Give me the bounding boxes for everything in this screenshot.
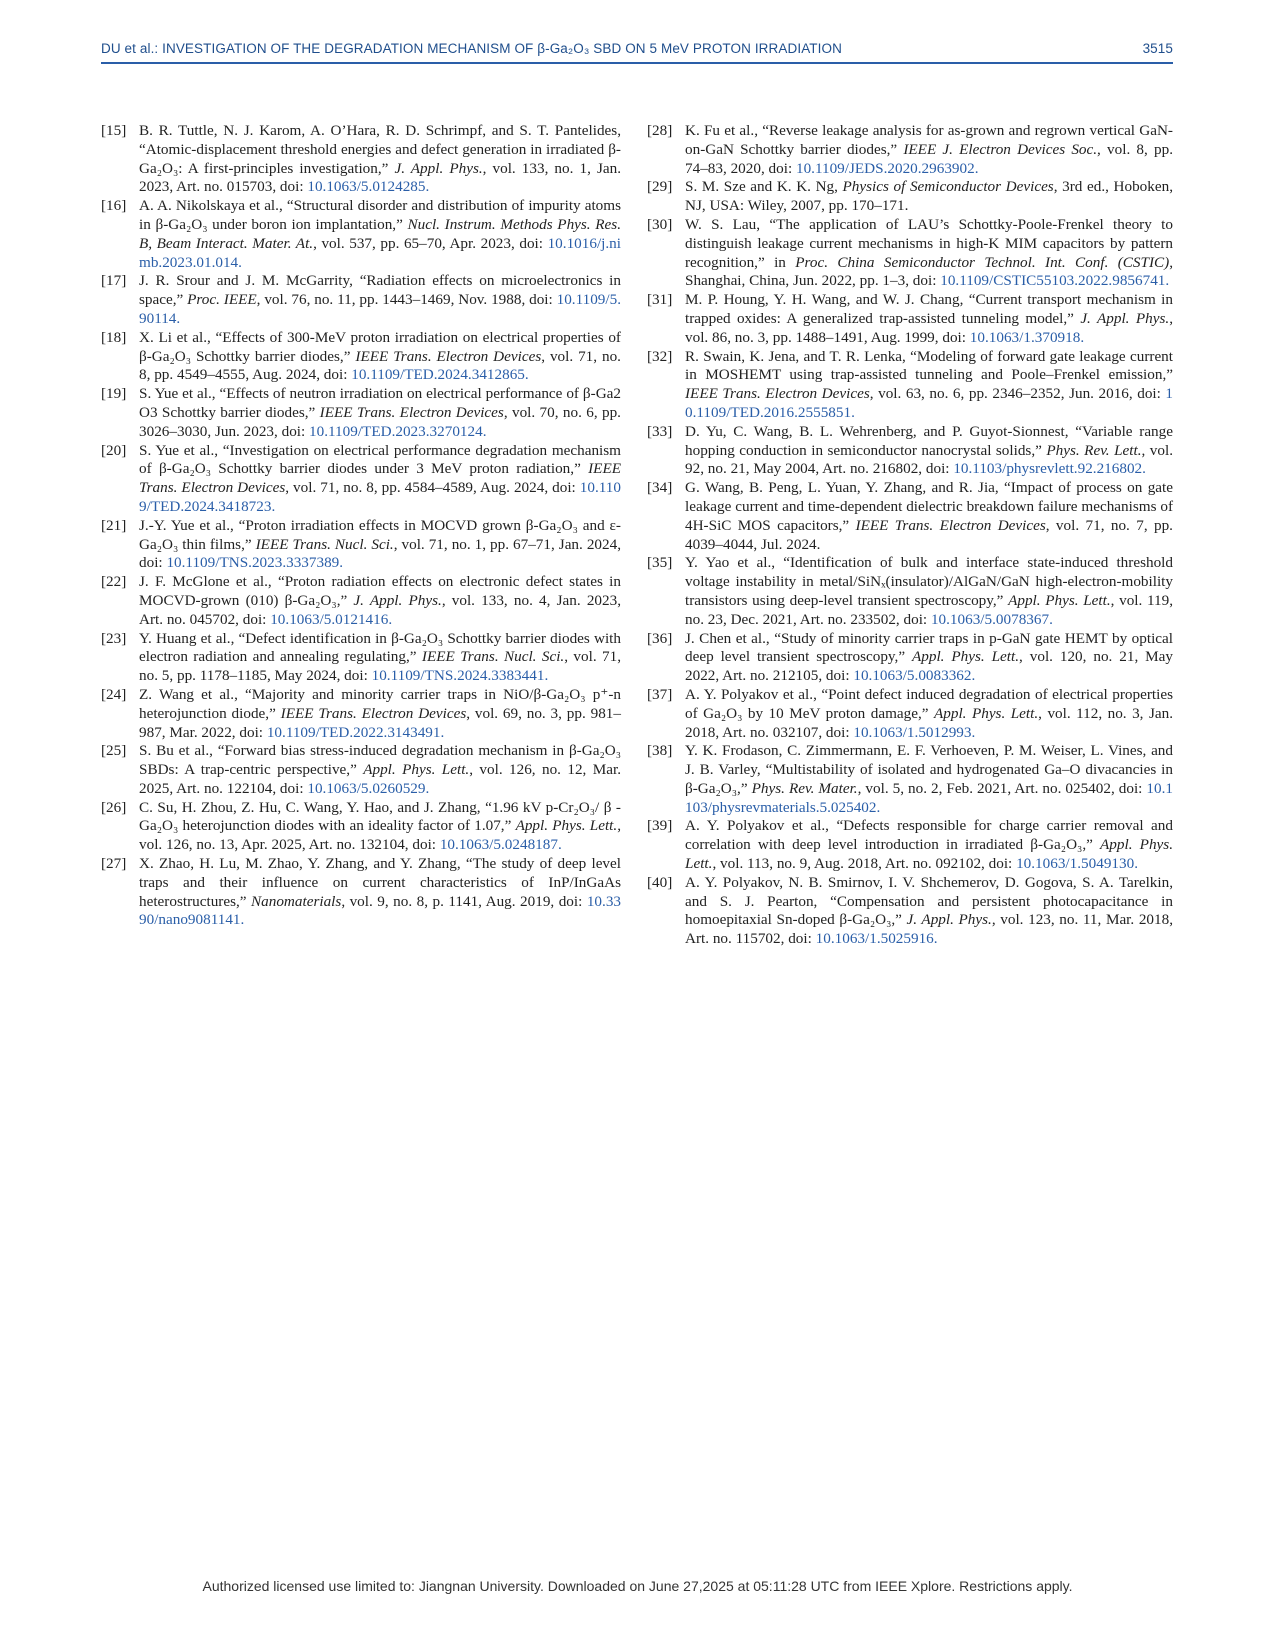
- reference-end-punct: .: [388, 610, 393, 628]
- reference-entry: [647, 479, 1173, 554]
- reference-details: , vol. 71, no. 8, pp. 4549–4555, Aug. 2024, doi:: [139, 347, 621, 384]
- reference-details: , vol. 86, no. 3, pp. 1488–1491, Aug. 1999, doi:: [685, 309, 1173, 346]
- reference-authors-title: R. Swain, K. Jena, and T. R. Lenka, “Modeling of forward gate leakage current in MOSHEMT using trap-assisted tunneling and Poole–Frenkel emission,”: [685, 347, 1173, 384]
- reference-doi-link[interactable]: 10.1063/5.0248187: [439, 836, 558, 854]
- reference-venue: Nanomaterials: [251, 892, 342, 910]
- reference-doi-link[interactable]: 10.1103/physrevlett.92.216802: [953, 460, 1143, 478]
- reference-venue: Appl. Phys. Lett.: [1008, 591, 1111, 609]
- reference-doi-link[interactable]: 10.1103/physrevmaterials.5.025402: [685, 779, 1173, 816]
- reference-authors-title: C. Su, H. Zhou, Z. Hu, C. Wang, Y. Hao, and J. Zhang, “1.96 kV p-Cr₂O₃/ β -Ga₂O₃ heterojunction diodes with an ideality factor of 1.07,”: [139, 798, 621, 835]
- reference-doi-link[interactable]: 10.1109/TED.2022.3143491: [266, 723, 441, 741]
- reference-end-punct: .: [544, 667, 549, 685]
- reference-venue: Appl. Phys. Lett.: [933, 704, 1039, 722]
- reference-doi-link[interactable]: 10.1063/5.0121416: [270, 610, 389, 628]
- reference-number: [19]: [101, 385, 127, 403]
- reference-number: [27]: [101, 855, 127, 873]
- reference-doi-link[interactable]: 10.1109/CSTIC55103.2022.9856741: [940, 272, 1166, 290]
- reference-doi-link[interactable]: 10.1016/j.nimb.2023.01.014: [139, 234, 621, 271]
- reference-authors-title: S. Yue et al., “Investigation on electrical performance degradation mechanism of β-Ga₂O₃ Schottky barrier diodes under 3 MeV proton radiation,”: [139, 441, 621, 478]
- reference-details: , vol. 9, no. 8, p. 1141, Aug. 2019, doi:: [341, 892, 587, 910]
- reference-venue: IEEE Trans. Electron Devices: [319, 403, 504, 421]
- reference-doi-link[interactable]: 10.1063/1.5049130: [1016, 855, 1135, 873]
- references-right-column: [647, 122, 1173, 949]
- reference-details: , vol. 92, no. 21, May 2004, Art. no. 216802, doi:: [685, 441, 1173, 478]
- reference-venue: Appl. Phys. Lett.: [363, 761, 470, 779]
- reference-authors-title: A. Y. Polyakov et al., “Defects responsible for charge carrier removal and correlation with deep level introduction in irradiated β-Ga₂O₃,”: [685, 817, 1173, 854]
- reference-end-punct: .: [971, 723, 976, 741]
- reference-authors-title: X. Li et al., “Effects of 300-MeV proton irradiation on electrical properties of β-Ga₂O₃ Schottky barrier diodes,”: [139, 328, 621, 365]
- reference-authors-title: A. A. Nikolskaya et al., “Structural disorder and distribution of impurity atoms in β-Ga₂O₃ under boron ion implantation,”: [139, 197, 621, 233]
- reference-authors-title: G. Wang, B. Peng, L. Yuan, Y. Zhang, and R. Jia, “Impact of process on gate leakage current and time-dependent dielectric breakdown failure mechanisms of 4H-SiC MOS capacitors,”: [685, 479, 1173, 534]
- reference-venue: IEEE Trans. Electron Devices: [280, 704, 467, 722]
- reference-entry: [101, 742, 621, 798]
- reference-end-punct: .: [971, 667, 976, 685]
- running-title: DU et al.: INVESTIGATION OF THE DEGRADATION MECHANISM OF β-Ga₂O₃ SBD ON 5 MeV PROTON IRRADIATION: [101, 41, 842, 56]
- reference-venue: Appl. Phys. Lett.: [685, 836, 1173, 873]
- reference-venue: Proc. China Semiconductor Technol. Int. Conf. (CSTIC): [795, 253, 1170, 271]
- reference-number: [18]: [101, 328, 127, 346]
- reference-number: [37]: [647, 685, 673, 703]
- reference-doi-link[interactable]: 10.1063/1.5012993: [853, 723, 972, 741]
- reference-venue: J. Appl. Phys.: [394, 159, 483, 177]
- reference-authors-title: J. F. McGlone et al., “Proton radiation effects on electronic defect states in MOCVD-grown (010) β-Ga₂O₃,”: [139, 573, 621, 609]
- reference-authors-title: J. R. Srour and J. M. McGarrity, “Radiation effects on microelectronics in space,”: [139, 272, 621, 309]
- reference-entry: [101, 329, 621, 385]
- reference-details: , 3rd ed., Hoboken, NJ, USA: Wiley, 2007, pp. 170–171.: [685, 178, 1173, 215]
- license-footer: Authorized licensed use limited to: Jiangnan University. Downloaded on June 27,2025 at 05:11:28 UTC from IEEE Xplore. Restrictions apply.: [202, 1578, 1073, 1594]
- reference-number: [15]: [101, 122, 127, 139]
- reference-venue: IEEE Trans. Nucl. Sci.: [255, 535, 394, 553]
- reference-number: [38]: [647, 742, 673, 760]
- reference-authors-title: Y. Huang et al., “Defect identification in β-Ga₂O₃ Schottky barrier diodes with electron radiation and annealing regulating,”: [139, 629, 621, 666]
- reference-end-punct: .: [1080, 328, 1085, 346]
- reference-end-punct: .: [482, 422, 487, 440]
- reference-number: [21]: [101, 516, 127, 534]
- reference-entry: [647, 291, 1173, 347]
- reference-authors-title: A. Y. Polyakov et al., “Point defect induced degradation of electrical properties of Ga₂O₃ by 10 MeV proton damage,”: [685, 685, 1173, 722]
- reference-details: , vol. 123, no. 11, Mar. 2018, Art. no. 115702, doi:: [685, 911, 1173, 948]
- reference-entry: [101, 517, 621, 573]
- reference-entry: [647, 630, 1173, 686]
- reference-doi-link[interactable]: 10.1063/5.0260529: [307, 779, 426, 797]
- reference-number: [34]: [647, 479, 673, 497]
- reference-end-punct: .: [524, 366, 529, 384]
- reference-doi-link[interactable]: 10.3390/nano9081141: [139, 892, 621, 929]
- reference-doi-link[interactable]: 10.1109/TED.2024.3418723: [139, 479, 621, 515]
- reference-authors-title: W. S. Lau, “The application of LAU’s Schottky-Poole-Frenkel theory to distinguish leakage current mechanisms in high-K MIM capacitors by pattern recognition,” in: [685, 215, 1173, 271]
- reference-number: [29]: [647, 178, 673, 196]
- reference-authors-title: Y. K. Frodason, C. Zimmermann, E. F. Verhoeven, P. M. Weiser, L. Vines, and J. B. Varley, “Multistability of isolated and hydrogenated Ga–O divacancies in β-Ga₂O₃,”: [685, 742, 1173, 797]
- reference-venue: Physics of Semiconductor Devices: [842, 178, 1054, 196]
- reference-number: [40]: [647, 873, 673, 891]
- reference-details: , vol. 119, no. 23, Dec. 2021, Art. no. 233502, doi:: [685, 591, 1173, 628]
- reference-doi-link[interactable]: 10.1109/JEDS.2020.2963902: [795, 159, 975, 177]
- reference-details: , vol. 76, no. 11, pp. 1443–1469, Nov. 1988, doi:: [256, 291, 557, 309]
- reference-entry: [101, 122, 621, 197]
- reference-doi-link[interactable]: 10.1109/TED.2024.3412865: [351, 366, 525, 384]
- reference-details: , vol. 126, no. 12, Mar. 2025, Art. no. 122104, doi:: [139, 761, 622, 797]
- reference-details: , vol. 133, no. 4, Jan. 2023, Art. no. 045702, doi:: [139, 591, 621, 628]
- reference-number: [31]: [647, 291, 673, 309]
- reference-doi-link[interactable]: 10.1109/TED.2023.3270124: [309, 422, 483, 440]
- reference-details: , Shanghai, China, Jun. 2022, pp. 1–3, doi:: [685, 253, 1173, 290]
- reference-doi-link[interactable]: 10.1063/5.0078367: [930, 610, 1050, 628]
- reference-number: [26]: [101, 798, 127, 816]
- reference-authors-title: J. Chen et al., “Study of minority carrier traps in p-GaN gate HEMT by optical deep level transient spectroscopy,”: [685, 629, 1173, 666]
- reference-details: , vol. 113, no. 9, Aug. 2018, Art. no. 092102, doi:: [712, 855, 1017, 873]
- reference-authors-title: J.-Y. Yue et al., “Proton irradiation effects in MOCVD grown β-Ga₂O₃ and ε-Ga₂O₃ thin films,”: [139, 516, 621, 553]
- reference-entry: [101, 385, 621, 441]
- reference-details: , vol. 126, no. 13, Apr. 2025, Art. no. 132104, doi:: [139, 817, 621, 854]
- reference-end-punct: .: [1049, 610, 1053, 628]
- reference-venue: Phys. Rev. Mater.: [751, 779, 858, 797]
- reference-authors-title: D. Yu, C. Wang, B. L. Wehrenberg, and P. Guyot-Sionnest, “Variable range hopping conduction in semiconductor nanocrystal solids,”: [685, 422, 1173, 459]
- reference-doi-link[interactable]: 10.1109/TNS.2023.3337389: [166, 554, 340, 572]
- reference-authors-title: S. M. Sze and K. K. Ng,: [685, 178, 843, 196]
- reference-number: [36]: [647, 629, 673, 647]
- reference-venue: IEEE Trans. Electron Devices: [355, 347, 542, 365]
- reference-entry: [647, 817, 1173, 873]
- reference-number: [39]: [647, 817, 673, 835]
- reference-entry: [647, 122, 1173, 178]
- reference-number: [28]: [647, 122, 673, 139]
- reference-details: , vol. 71, no. 1, pp. 67–71, Jan. 2024, doi:: [139, 535, 621, 572]
- reference-end-punct: .: [557, 836, 562, 854]
- reference-venue: IEEE J. Electron Devices Soc.: [903, 140, 1098, 158]
- reference-end-punct: .: [425, 779, 430, 797]
- reference-details: , vol. 133, no. 1, Jan. 2023, Art. no. 015703, doi:: [139, 159, 621, 196]
- reference-details: , vol. 71, no. 7, pp. 4039–4044, Jul. 2024.: [685, 516, 1173, 553]
- reference-doi-link[interactable]: 10.1063/1.370918: [969, 328, 1081, 346]
- reference-end-punct: .: [240, 911, 245, 929]
- reference-entry: [101, 630, 621, 686]
- reference-authors-title: S. Bu et al., “Forward bias stress-induced degradation mechanism in β-Ga₂O₃ SBDs: A trap-centric perspective,”: [139, 742, 621, 779]
- reference-doi-link[interactable]: 10.1109/TNS.2024.3383441: [371, 667, 545, 685]
- reference-entry: [101, 442, 621, 517]
- reference-details: , vol. 70, no. 6, pp. 3026–3030, Jun. 2023, doi:: [139, 403, 621, 440]
- reference-authors-title: Y. Yao et al., “Identification of bulk and interface state-induced threshold voltage instability in metal/SiNₓ(insulator)/AlGaN/GaN high-electron-mobility transistors using deep-level transient spectroscopy,”: [685, 554, 1173, 609]
- reference-venue: J. Appl. Phys.: [1080, 309, 1170, 327]
- reference-number: [32]: [647, 347, 673, 365]
- reference-entry: [101, 855, 621, 930]
- reference-details: , vol. 69, no. 3, pp. 981–987, Mar. 2022, doi:: [139, 704, 621, 741]
- page-number: 3515: [1142, 41, 1173, 56]
- reference-end-punct: .: [1142, 460, 1146, 478]
- reference-authors-title: B. R. Tuttle, N. J. Karom, A. O’Hara, R. D. Schrimpf, and S. T. Pantelides, “Atomic-displacement threshold energies and defect generation in irradiated β-Ga₂O₃: A first-principles investigation,”: [139, 122, 621, 177]
- reference-venue: Appl. Phys. Lett.: [911, 648, 1020, 666]
- reference-entry: [101, 799, 621, 855]
- reference-entry: [647, 686, 1173, 742]
- reference-details: , vol. 5, no. 2, Feb. 2021, Art. no. 025402, doi:: [857, 779, 1147, 797]
- reference-details: , vol. 71, no. 8, pp. 4584–4589, Aug. 2024, doi:: [285, 479, 580, 497]
- reference-doi-link[interactable]: 10.1109/5.90114: [139, 291, 621, 327]
- reference-entry: [647, 216, 1173, 291]
- reference-doi-link[interactable]: 10.1063/5.0083362: [853, 667, 972, 685]
- reference-entry: [647, 178, 1173, 216]
- reference-authors-title: S. Yue et al., “Effects of neutron irradiation on electrical performance of β-Ga2 O3 Schottky barrier diodes,”: [139, 385, 621, 421]
- reference-number: [16]: [101, 197, 127, 215]
- reference-end-punct: .: [238, 253, 242, 271]
- reference-details: , vol. 112, no. 3, Jan. 2018, Art. no. 032107, doi:: [685, 704, 1173, 741]
- reference-venue: IEEE Trans. Electron Devices: [855, 516, 1046, 534]
- reference-number: [35]: [647, 554, 673, 572]
- reference-number: [22]: [101, 573, 127, 591]
- reference-entry: [647, 554, 1173, 629]
- reference-venue: Proc. IEEE: [187, 291, 257, 309]
- reference-end-punct: .: [339, 554, 344, 572]
- reference-entry: [647, 874, 1173, 949]
- reference-doi-link[interactable]: 10.1063/1.5025916: [815, 930, 934, 948]
- reference-details: , vol. 63, no. 6, pp. 2346–2352, Jun. 2016, doi:: [869, 385, 1166, 403]
- reference-authors-title: X. Zhao, H. Lu, M. Zhao, Y. Zhang, and Y. Zhang, “The study of deep level traps and their influence on current characteristics of InP/InGaAs heterostructures,”: [139, 855, 621, 910]
- reference-end-punct: .: [1165, 272, 1170, 290]
- reference-number: [23]: [101, 629, 127, 647]
- reference-entry: [647, 348, 1173, 423]
- reference-number: [24]: [101, 685, 127, 703]
- reference-venue: IEEE Trans. Nucl. Sci.: [421, 648, 565, 666]
- reference-number: [30]: [647, 215, 673, 233]
- reference-details: , vol. 120, no. 21, May 2022, Art. no. 212105, doi:: [685, 648, 1174, 685]
- reference-venue: J. Appl. Phys.: [353, 591, 442, 609]
- reference-details: , vol. 537, pp. 65–70, Apr. 2023, doi:: [313, 234, 548, 252]
- reference-entry: [647, 423, 1173, 479]
- reference-authors-title: A. Y. Polyakov, N. B. Smirnov, I. V. Shchemerov, D. Gogova, S. A. Tarelkin, and S. J. Pearton, “Compensation and persistent photocapacitance in homoepitaxial Sn-doped β-Ga₂O₃,”: [685, 873, 1173, 929]
- reference-doi-link[interactable]: 10.1109/TED.2016.2555851: [685, 385, 1173, 421]
- references-left-column: [101, 122, 621, 930]
- reference-number: [25]: [101, 742, 127, 760]
- reference-details: , vol. 71, no. 5, pp. 1178–1185, May 2024, doi:: [139, 648, 621, 685]
- reference-authors-title: K. Fu et al., “Reverse leakage analysis for as-grown and regrown vertical GaN-on-GaN Schottky barrier diodes,”: [685, 122, 1173, 158]
- reference-authors-title: Z. Wang et al., “Majority and minority carrier traps in NiO/β-Ga₂O₃ p⁺-n heterojunction diode,”: [139, 685, 621, 722]
- reference-details: , vol. 8, pp. 74–83, 2020, doi:: [685, 140, 1173, 177]
- reference-end-punct: .: [876, 798, 881, 816]
- reference-venue: Appl. Phys. Lett.: [515, 817, 618, 835]
- reference-number: [33]: [647, 422, 673, 440]
- reference-entry: [101, 272, 621, 328]
- reference-entry: [101, 686, 621, 742]
- reference-end-punct: .: [271, 497, 276, 515]
- running-header: [101, 39, 1173, 61]
- reference-authors-title: M. P. Houng, Y. H. Wang, and W. J. Chang, “Current transport mechanism in trapped oxides: A generalized trap-assisted tunneling model,”: [685, 291, 1173, 327]
- reference-entry: [647, 742, 1173, 817]
- reference-end-punct: .: [933, 930, 938, 948]
- reference-end-punct: .: [176, 309, 181, 327]
- reference-venue: J. Appl. Phys.: [906, 911, 992, 929]
- reference-venue: Nucl. Instrum. Methods Phys. Res. B, Beam Interact. Mater. At.: [139, 215, 621, 252]
- reference-number: [20]: [101, 441, 127, 459]
- reference-end-punct: .: [1134, 855, 1138, 873]
- header-rule: [101, 62, 1173, 64]
- reference-end-punct: .: [440, 723, 445, 741]
- reference-venue: IEEE Trans. Electron Devices: [685, 385, 870, 403]
- reference-end-punct: .: [974, 159, 979, 177]
- reference-number: [17]: [101, 272, 127, 290]
- reference-end-punct: .: [425, 178, 430, 196]
- reference-entry: [101, 573, 621, 629]
- reference-venue: Phys. Rev. Lett.: [1046, 441, 1142, 459]
- reference-entry: [101, 197, 621, 272]
- reference-end-punct: .: [851, 403, 855, 421]
- reference-venue: IEEE Trans. Electron Devices: [139, 460, 621, 497]
- reference-doi-link[interactable]: 10.1063/5.0124285: [307, 178, 426, 196]
